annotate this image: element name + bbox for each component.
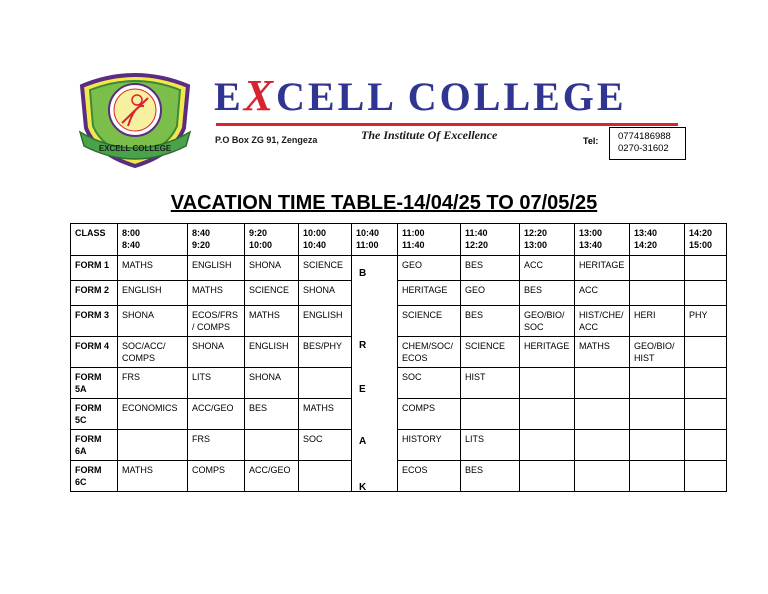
phone-number: 0774186988 — [618, 131, 671, 142]
time-start: 11:00 — [402, 228, 425, 238]
break-letter: K — [359, 482, 367, 493]
subject-cell: BES — [461, 461, 520, 492]
subject-cell — [685, 368, 727, 399]
table-row — [71, 337, 727, 368]
time-start: 13:40 — [634, 228, 658, 238]
subject-cell: BES — [461, 256, 520, 281]
subject-cell — [299, 461, 352, 492]
class-name-cell: FORM 4 — [71, 337, 118, 368]
subject-cell — [461, 399, 520, 430]
time-start: CLASS — [75, 228, 106, 238]
subject-cell: LITS — [188, 368, 245, 399]
subject-cell: GEO — [461, 281, 520, 306]
timetable-title: VACATION TIME TABLE-14/04/25 TO 07/05/25 — [170, 192, 598, 214]
time-slot-header — [398, 224, 461, 256]
time-end: 12:20 — [465, 240, 489, 250]
subject-cell — [575, 399, 630, 430]
subject-cell: SHONA — [118, 306, 188, 337]
subject-cell — [630, 430, 685, 461]
header-row — [71, 224, 727, 256]
subject-cell: CHEM/SOC/ ECOS — [398, 337, 461, 368]
subject-cell: SOC — [398, 368, 461, 399]
time-end: 9:20 — [192, 240, 211, 250]
subject-cell: ECOS/FRS/ COMPS — [188, 306, 245, 337]
subject-cell — [299, 368, 352, 399]
header-red-rule — [216, 123, 678, 126]
subject-cell: MATHS — [245, 306, 299, 337]
time-start: 10:00 — [303, 228, 327, 238]
crest-banner-text: EXCELL COLLEGE — [98, 144, 172, 153]
subject-cell: SHONA — [245, 256, 299, 281]
subject-cell — [520, 368, 575, 399]
class-name-cell: FORM 6A — [71, 430, 118, 461]
break-letter: A — [359, 436, 367, 447]
time-slot-header — [352, 224, 398, 256]
subject-cell: MATHS — [118, 461, 188, 492]
time-slot-header — [299, 224, 352, 256]
class-name-cell: FORM 5A — [71, 368, 118, 399]
subject-cell — [575, 368, 630, 399]
subject-cell: PHY — [685, 306, 727, 337]
subject-cell: GEO — [398, 256, 461, 281]
subject-cell: BES/PHY — [299, 337, 352, 368]
subject-cell: MATHS — [575, 337, 630, 368]
class-name-cell: FORM 1 — [71, 256, 118, 281]
time-slot-header — [188, 224, 245, 256]
subject-cell: MATHS — [299, 399, 352, 430]
subject-cell: ENGLISH — [245, 337, 299, 368]
subject-cell: ACC/GEO — [245, 461, 299, 492]
class-name-cell: FORM 3 — [71, 306, 118, 337]
time-end: 11:40 — [402, 240, 425, 250]
time-slot-header — [630, 224, 685, 256]
time-start: 12:20 — [524, 228, 548, 238]
class-name-cell: FORM 2 — [71, 281, 118, 306]
subject-cell: HIST — [461, 368, 520, 399]
table-row — [71, 256, 727, 281]
time-start: 14:20 — [689, 228, 713, 238]
brand-x-letter: X — [243, 71, 277, 120]
tel-label: Tel: — [583, 136, 599, 146]
subject-cell: HERI — [630, 306, 685, 337]
subject-cell: ACC — [520, 256, 575, 281]
brand-suffix: CELL COLLEGE — [276, 74, 627, 119]
time-end: 10:40 — [303, 240, 327, 250]
subject-cell: SHONA — [245, 368, 299, 399]
break-column — [352, 256, 398, 492]
time-end: 14:20 — [634, 240, 658, 250]
subject-cell: MATHS — [188, 281, 245, 306]
subject-cell — [245, 430, 299, 461]
time-slot-header — [575, 224, 630, 256]
brand-prefix: E — [214, 74, 244, 119]
subject-cell: BES — [520, 281, 575, 306]
table-row — [71, 281, 727, 306]
subject-cell: SHONA — [299, 281, 352, 306]
time-start: 8:00 — [122, 228, 141, 238]
table-row — [71, 306, 727, 337]
subject-cell — [575, 461, 630, 492]
break-letter: B — [359, 268, 367, 279]
subject-cell: HERITAGE — [575, 256, 630, 281]
time-end: 8:40 — [122, 240, 141, 250]
subject-cell — [685, 337, 727, 368]
table-row — [71, 368, 727, 399]
time-start: 13:00 — [579, 228, 603, 238]
subject-cell: ENGLISH — [299, 306, 352, 337]
subject-cell — [685, 281, 727, 306]
subject-cell — [520, 399, 575, 430]
subject-cell — [630, 399, 685, 430]
subject-cell — [685, 399, 727, 430]
class-column-header — [71, 224, 118, 256]
subject-cell: BES — [245, 399, 299, 430]
subject-cell — [630, 256, 685, 281]
class-name-cell: FORM 6C — [71, 461, 118, 492]
phone-numbers-box — [609, 127, 686, 160]
subject-cell: SCIENCE — [299, 256, 352, 281]
college-motto: The Institute Of Excellence — [361, 128, 498, 142]
phone-number: 0270-31602 — [618, 143, 669, 154]
time-start: 11:40 — [465, 228, 488, 238]
subject-cell: HIST/CHE/ ACC — [575, 306, 630, 337]
subject-cell: ECOS — [398, 461, 461, 492]
subject-cell: HISTORY — [398, 430, 461, 461]
table-row — [71, 430, 727, 461]
subject-cell: HERITAGE — [520, 337, 575, 368]
subject-cell: GEO/BIO/ HIST — [630, 337, 685, 368]
subject-cell — [520, 461, 575, 492]
table-row — [71, 399, 727, 430]
subject-cell: ACC/GEO — [188, 399, 245, 430]
time-end: 13:00 — [524, 240, 548, 250]
subject-cell — [630, 461, 685, 492]
subject-cell: MATHS — [118, 256, 188, 281]
time-slot-header — [118, 224, 188, 256]
subject-cell: FRS — [188, 430, 245, 461]
subject-cell — [575, 430, 630, 461]
subject-cell: FRS — [118, 368, 188, 399]
subject-cell: SCIENCE — [245, 281, 299, 306]
time-end: 11:00 — [356, 240, 379, 250]
subject-cell: ACC — [575, 281, 630, 306]
subject-cell: COMPS — [188, 461, 245, 492]
subject-cell: SOC — [299, 430, 352, 461]
time-start: 8:40 — [192, 228, 211, 238]
subject-cell: SOC/ACC/ COMPS — [118, 337, 188, 368]
subject-cell — [685, 461, 727, 492]
subject-cell — [685, 430, 727, 461]
class-name-cell: FORM 5C — [71, 399, 118, 430]
subject-cell: HERITAGE — [398, 281, 461, 306]
subject-cell: GEO/BIO/ SOC — [520, 306, 575, 337]
college-brand-name — [214, 71, 684, 120]
subject-cell: SCIENCE — [461, 337, 520, 368]
time-end: 15:00 — [689, 240, 713, 250]
time-end: 10:00 — [249, 240, 273, 250]
break-letter: E — [359, 384, 366, 395]
subject-cell: ENGLISH — [188, 256, 245, 281]
time-start: 9:20 — [249, 228, 268, 238]
subject-cell: BES — [461, 306, 520, 337]
subject-cell — [118, 430, 188, 461]
time-end: 13:40 — [579, 240, 603, 250]
college-crest-logo — [74, 68, 196, 168]
postal-address: P.O Box ZG 91, Zengeza — [215, 135, 318, 145]
subject-cell: ECONOMICS — [118, 399, 188, 430]
subject-cell — [520, 430, 575, 461]
subject-cell: COMPS — [398, 399, 461, 430]
subject-cell: ENGLISH — [118, 281, 188, 306]
table-row — [71, 461, 727, 492]
vacation-timetable — [70, 223, 727, 492]
subject-cell — [685, 256, 727, 281]
subject-cell: SCIENCE — [398, 306, 461, 337]
subject-cell — [630, 281, 685, 306]
time-slot-header — [245, 224, 299, 256]
time-slot-header — [520, 224, 575, 256]
subject-cell: SHONA — [188, 337, 245, 368]
subject-cell — [630, 368, 685, 399]
time-slot-header — [685, 224, 727, 256]
time-start: 10:40 — [356, 228, 380, 238]
subject-cell: LITS — [461, 430, 520, 461]
break-letter: R — [359, 340, 367, 351]
time-slot-header — [461, 224, 520, 256]
